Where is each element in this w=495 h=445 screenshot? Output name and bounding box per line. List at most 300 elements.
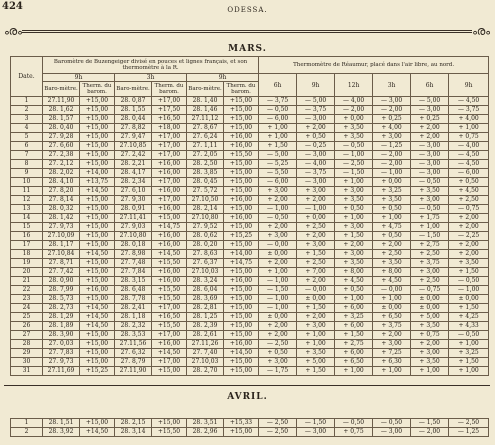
value-cell: + 2,00 [373,331,411,340]
value-cell: + 2,00 [259,322,297,331]
value-cell: 28. 1,25 [187,313,224,322]
value-cell: +15,50 [152,286,187,295]
value-cell: +15,00 [224,205,259,214]
table-row [11,205,489,214]
value-cell: + 3,00 [335,250,373,259]
value-cell: 27. 0,03 [43,340,80,349]
value-cell: +15,00 [80,277,115,286]
value-cell: +16,00 [152,205,187,214]
date-cell: 5 [11,133,43,142]
value-cell: +15,00 [80,151,115,160]
therm-hour: 3h [373,74,411,97]
value-cell: 27. 6,10 [115,187,152,196]
value-cell: +15,00 [224,304,259,313]
value-cell: +15,50 [152,259,187,268]
value-cell: 27.11,90 [115,367,152,376]
value-cell: +16,50 [152,313,187,322]
value-cell: — 0,50 [335,419,373,428]
value-cell: + 1,50 [335,331,373,340]
value-cell: — 1,50 [411,232,449,241]
value-cell: + 3,50 [411,322,449,331]
table-row [11,151,489,160]
value-cell: 27. 9,03 [115,223,152,232]
value-cell: 28. 3,69 [187,295,224,304]
table-row [11,349,489,358]
value-cell: + 4,75 [373,223,411,232]
value-cell: + 3,50 [335,196,373,205]
table-row [11,115,489,124]
month-title-avril: AVRIL. [227,392,268,402]
table-row [11,214,489,223]
value-cell: + 3,75 [373,322,411,331]
table-row [11,133,489,142]
value-cell: +15,00 [224,241,259,250]
value-cell: — 0,25 [297,142,335,151]
value-cell: +15,00 [80,340,115,349]
value-cell: +16,00 [152,277,187,286]
value-cell: +15,00 [224,187,259,196]
scroll-ornament-icon: ൟ [472,24,490,38]
value-cell: 28. 5,73 [43,295,80,304]
value-cell: 27. 8,71 [43,259,80,268]
date-cell: 3 [11,115,43,124]
value-cell: + 6,00 [335,349,373,358]
value-cell: 28. 0,90 [43,277,80,286]
value-cell: 28. 3,15 [115,277,152,286]
value-cell: 27. 9,73 [43,358,80,367]
value-cell: +16,00 [152,232,187,241]
value-cell: +15,00 [80,349,115,358]
date-cell: 12 [11,196,43,205]
value-cell: +15,50 [152,428,187,437]
value-cell: +15,00 [80,205,115,214]
value-cell: — 5,00 [259,151,297,160]
value-cell: + 1,00 [335,295,373,304]
value-cell: 28. 0,20 [187,241,224,250]
value-cell: +14,50 [80,313,115,322]
therm-subheader: Therm. du barom. [152,82,187,97]
value-cell: 28. 1,55 [115,106,152,115]
value-cell: ± 0,00 [411,295,449,304]
value-cell: +14,50 [80,250,115,259]
value-cell: +15,00 [80,232,115,241]
value-cell: 28. 3,53 [115,331,152,340]
therm-hour: 12h [335,74,373,97]
value-cell: 27. 9,52 [187,223,224,232]
value-cell: 27.10,03 [187,358,224,367]
value-cell: + 5,00 [297,358,335,367]
value-cell: ± 0,00 [449,295,489,304]
value-cell: 28. 3,85 [187,169,224,178]
page-number: 424 [2,1,23,12]
value-cell: + 6,50 [335,358,373,367]
value-cell: 28. 6,04 [187,286,224,295]
value-cell: — 2,50 [259,340,297,349]
value-cell: — 1,00 [335,151,373,160]
value-cell: 28. 2,61 [187,331,224,340]
value-cell: +15,00 [224,367,259,376]
value-cell: +14,00 [224,250,259,259]
value-cell: +17,00 [152,196,187,205]
value-cell: + 2,75 [335,340,373,349]
value-cell: — 2,50 [259,428,297,437]
value-cell: — 5,25 [259,160,297,169]
thermometer-group-header: Thermomètre de Réaumur, placé dans l'air libre, au nord. [259,57,489,74]
value-cell: 28. 3,51 [187,419,224,428]
date-cell: 10 [11,178,43,187]
value-cell: 27. 8,82 [115,124,152,133]
value-cell: + 3,25 [335,313,373,322]
table-row [11,286,489,295]
value-cell: 28. 0,44 [115,115,152,124]
value-cell: — 3,00 [297,151,335,160]
value-cell: 27.11,26 [187,340,224,349]
therm-hour: 6h [411,74,449,97]
value-cell: — 1,50 [411,419,449,428]
value-cell: 27.11,90 [43,97,80,106]
table-row [11,331,489,340]
date-cell: 9 [11,169,43,178]
value-cell: + 1,75 [411,214,449,223]
value-cell: 27. 6,24 [187,133,224,142]
table-row [11,142,489,151]
value-cell: + 3,00 [259,187,297,196]
value-cell: 28. 1,89 [43,322,80,331]
header-city: ODESSA. [227,6,268,14]
value-cell: + 8,00 [335,268,373,277]
value-cell: + 4,25 [449,313,489,322]
value-cell: +15,00 [80,133,115,142]
value-cell: +16,00 [152,160,187,169]
value-cell: +14,50 [152,349,187,358]
value-cell: + 4,50 [373,277,411,286]
value-cell: — 3,00 [411,106,449,115]
value-cell: +14,50 [224,349,259,358]
value-cell: 27.11,69 [43,367,80,376]
value-cell: 28. 3,24 [187,277,224,286]
value-cell: + 3,50 [411,358,449,367]
value-cell: + 6,50 [373,313,411,322]
value-cell: 27. 1,11 [187,142,224,151]
value-cell: +17,00 [152,97,187,106]
value-cell: — 3,75 [297,169,335,178]
date-cell: 17 [11,241,43,250]
baro-subheader: Baro-mètre. [115,82,152,97]
value-cell: +15,25 [224,232,259,241]
value-cell: — 3,00 [411,151,449,160]
therm-hour: 9h [297,74,335,97]
weather-table-mars [10,56,489,376]
value-cell: + 2,00 [297,277,335,286]
value-cell: +16,00 [152,169,187,178]
table-row [11,268,489,277]
value-cell: + 2,00 [335,241,373,250]
value-cell: — 1,00 [259,295,297,304]
value-cell: 28. 3,14 [115,428,152,437]
date-cell: 25 [11,313,43,322]
value-cell: + 2,00 [449,241,489,250]
value-cell: +15,00 [224,313,259,322]
value-cell: 28. 1,29 [43,313,80,322]
value-cell: +17,00 [152,331,187,340]
value-cell: + 1,00 [449,124,489,133]
value-cell: — 3,00 [373,428,411,437]
value-cell: 28. 1,51 [43,419,80,428]
value-cell: ± 0,00 [411,304,449,313]
table-row [11,97,489,106]
value-cell: 28. 1,40 [187,97,224,106]
value-cell: + 3,25 [449,349,489,358]
value-cell: +15,00 [152,214,187,223]
value-cell: +14,00 [80,169,115,178]
value-cell: — 2,50 [449,419,489,428]
value-cell: — 3,00 [297,115,335,124]
value-cell: +17,00 [152,358,187,367]
value-cell: +17,00 [152,304,187,313]
value-cell: + 3,00 [259,358,297,367]
value-cell: 28. 2,70 [187,367,224,376]
value-cell: +17,50 [152,106,187,115]
value-cell: — 2,00 [373,160,411,169]
date-cell: 13 [11,205,43,214]
value-cell: + 2,00 [373,241,411,250]
value-cell: ± 0,00 [297,295,335,304]
value-cell: 28. 7,78 [115,295,152,304]
value-cell: + 4,50 [335,277,373,286]
value-cell: +14,50 [80,187,115,196]
date-cell: 22 [11,286,43,295]
value-cell: + 0,50 [335,286,373,295]
value-cell: 27. 9,47 [115,133,152,142]
value-cell: + 2,00 [411,133,449,142]
value-cell: + 1,00 [259,124,297,133]
value-cell: 27. 2,12 [43,160,80,169]
page-header [0,0,495,18]
table-row [11,106,489,115]
value-cell: — 3,75 [297,106,335,115]
value-cell: 27.10,09 [43,232,80,241]
value-cell: — 1,00 [259,277,297,286]
date-cell: 31 [11,367,43,376]
value-cell: +15,33 [224,419,259,428]
value-cell: 28. 6,48 [115,286,152,295]
value-cell: — 1,00 [259,205,297,214]
value-cell: +15,00 [224,428,259,437]
value-cell: +18,00 [152,124,187,133]
value-cell: + 1,00 [335,214,373,223]
value-cell: +14,50 [80,304,115,313]
table-row [11,313,489,322]
divider [4,385,490,386]
value-cell: + 2,00 [411,340,449,349]
value-cell: 27. 7,42 [43,268,80,277]
date-header: Date. [11,57,43,97]
value-cell: 28. 2,14 [187,205,224,214]
value-cell: + 2,00 [449,250,489,259]
value-cell: + 0,50 [373,205,411,214]
table-row [11,178,489,187]
value-cell: 27. 6,60 [43,142,80,151]
value-cell: + 3,00 [297,322,335,331]
value-cell: 28. 0,18 [115,241,152,250]
value-cell: — 5,00 [297,97,335,106]
value-cell: — 2,50 [259,419,297,428]
value-cell: — 3,00 [297,178,335,187]
value-cell: +16,00 [152,340,187,349]
value-cell: — 4,50 [449,97,489,106]
value-cell: + 2,00 [411,124,449,133]
value-cell: — 2,25 [449,232,489,241]
value-cell: +15,00 [224,178,259,187]
value-cell: — 1,50 [335,169,373,178]
value-cell: 28. 3,90 [43,331,80,340]
value-cell: — 6,00 [259,178,297,187]
value-cell: 27. 6,32 [115,349,152,358]
value-cell: +16,00 [224,142,259,151]
date-cell: 11 [11,187,43,196]
value-cell: +15,00 [80,97,115,106]
value-cell: +15,00 [80,115,115,124]
value-cell: — 0,50 [335,142,373,151]
value-cell: +15,00 [80,196,115,205]
value-cell: 28. 1,57 [43,115,80,124]
date-cell: 16 [11,232,43,241]
value-cell: +15,00 [80,295,115,304]
value-cell: + 3,50 [373,259,411,268]
value-cell: — 4,00 [449,142,489,151]
table-row [11,428,489,437]
value-cell: + 6,00 [335,304,373,313]
value-cell: + 1,00 [411,367,449,376]
value-cell: + 1,50 [259,142,297,151]
value-cell: +15,00 [80,214,115,223]
value-cell: + 3,00 [297,187,335,196]
date-cell: 23 [11,295,43,304]
value-cell: +14,75 [152,223,187,232]
value-cell: 27.10,80 [187,214,224,223]
value-cell: +14,50 [152,250,187,259]
value-cell: +16,00 [152,187,187,196]
value-cell: + 2,00 [449,214,489,223]
value-cell: + 0,50 [335,205,373,214]
value-cell: +15,00 [224,106,259,115]
barometer-group-header: Baromètre de Buzengeiger divisé en pouces et lignes français, et son thermomètre à la R. [43,57,259,74]
value-cell: — 3,00 [411,160,449,169]
mars-table-body [11,97,489,376]
therm-subheader: Therm. du barom. [224,82,259,97]
date-cell: 27 [11,331,43,340]
value-cell: 27. 7,84 [115,268,152,277]
value-cell: + 3,50 [449,259,489,268]
value-cell: 28. 4,17 [115,169,152,178]
value-cell: 28. 4,10 [43,178,80,187]
value-cell: ± 0,00 [373,304,411,313]
value-cell: 27. 8,67 [187,124,224,133]
value-cell: +15,25 [80,367,115,376]
table-row [11,250,489,259]
value-cell: 27.10,80 [115,232,152,241]
value-cell: + 1,50 [449,358,489,367]
value-cell: — 2,50 [335,160,373,169]
value-cell: +14,75 [224,259,259,268]
value-cell: 27. 8,98 [115,250,152,259]
value-cell: +16,00 [224,277,259,286]
value-cell: +16,00 [224,196,259,205]
date-cell: 28 [11,340,43,349]
table-row [11,232,489,241]
value-cell: — 1,50 [259,286,297,295]
value-cell: +17,00 [152,142,187,151]
value-cell: — 3,00 [411,169,449,178]
value-cell: — 4,50 [449,160,489,169]
value-cell: +16,00 [152,268,187,277]
value-cell: 27. 6,37 [187,259,224,268]
value-cell: 28. 1,46 [187,106,224,115]
value-cell: 27.11,56 [115,340,152,349]
value-cell: +14,50 [80,322,115,331]
value-cell: +14,50 [80,428,115,437]
date-cell: 1 [11,419,43,428]
value-cell: — 1,00 [259,304,297,313]
value-cell: — 6,00 [259,115,297,124]
table-row [11,295,489,304]
value-cell: — 2,00 [411,428,449,437]
value-cell: +17,00 [152,133,187,142]
value-cell: — 1,75 [259,367,297,376]
date-cell: 4 [11,124,43,133]
value-cell: + 0,00 [335,115,373,124]
value-cell: 28. 2,41 [115,304,152,313]
value-cell: ± 0,00 [259,313,297,322]
value-cell: 27. 9,28 [43,133,80,142]
table-row [11,196,489,205]
value-cell: +15,50 [224,151,259,160]
value-cell: — 3,75 [449,106,489,115]
value-cell: — 0,50 [411,205,449,214]
value-cell: — 5,00 [411,97,449,106]
table-row [11,241,489,250]
ornamental-border [4,22,490,40]
value-cell: 27.10,84 [43,250,80,259]
baro-subheader: Baro-mètre. [43,82,80,97]
table-row [11,223,489,232]
value-cell: — 4,00 [297,160,335,169]
table-row [11,187,489,196]
value-cell: 27.10,03 [187,268,224,277]
table-row [11,124,489,133]
value-cell: 28. 3,92 [43,428,80,437]
value-cell: +15,00 [80,419,115,428]
value-cell: +17,00 [152,151,187,160]
value-cell: 28. 2,96 [187,428,224,437]
baro-hour-3pm: 3h [115,74,187,82]
value-cell: + 1,00 [449,367,489,376]
month-title-mars: MARS. [228,44,267,54]
date-cell: 2 [11,428,43,437]
value-cell: + 2,00 [259,259,297,268]
therm-hour: 9h [449,74,489,97]
value-cell: + 4,00 [373,124,411,133]
value-cell: + 2,00 [297,313,335,322]
value-cell: 27. 2,38 [43,151,80,160]
value-cell: + 2,50 [411,277,449,286]
weather-table-avril [10,418,489,437]
date-cell: 15 [11,223,43,232]
value-cell: + 2,50 [411,250,449,259]
value-cell: + 0,25 [411,115,449,124]
value-cell: 27.11,12 [187,115,224,124]
value-cell: — 3,75 [259,97,297,106]
